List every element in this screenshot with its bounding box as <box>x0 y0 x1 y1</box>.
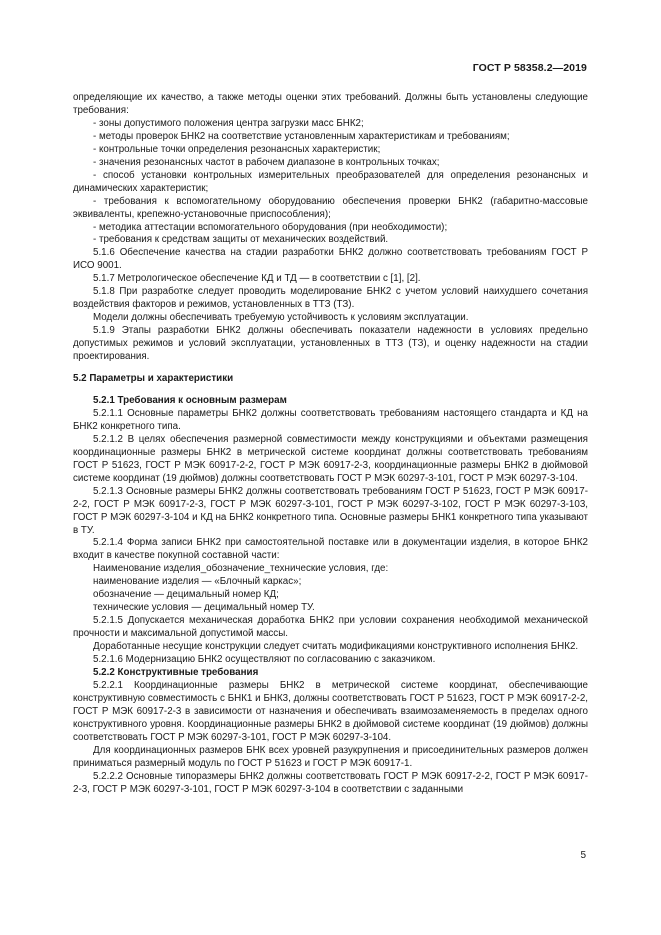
paragraph: - контрольные точки определения резонансных характеристик; <box>93 143 381 155</box>
paragraph: обозначение — децимальный номер КД; <box>93 589 279 601</box>
paragraph: 5.2 Параметры и характеристики <box>73 373 234 385</box>
paragraph: 5.2.1 Требования к основным размерам <box>93 394 287 406</box>
paragraph: - значения резонансных частот в рабочем диапазоне в контрольных точках; <box>93 156 440 168</box>
paragraph: технические условия — децимальный номер ТУ. <box>93 602 315 614</box>
paragraph: 5.2.1.6 Модернизацию БНК2 осуществляют по согласованию с заказчиком. <box>93 654 436 666</box>
paragraph: - требования к вспомогательному оборудованию обеспечения проверки БНК2 (габаритно-массовые эквиваленты, крепежно-установочные приспособления); <box>73 195 588 220</box>
paragraph: определяющие их качество, а также методы оценки этих требований. Должны быть установлены следующие требования: <box>73 92 588 116</box>
paragraph: - методика аттестации вспомогательного оборудования (при необходимости); <box>93 221 448 233</box>
paragraph: Наименование изделия_обозначение_технические условия, где: <box>93 563 389 575</box>
paragraph: Модели должны обеспечивать требуемую устойчивость к условиям эксплуатации. <box>93 312 469 324</box>
paragraph: - требования к средствам защиты от механических воздействий. <box>93 234 389 246</box>
page-number: 5 <box>580 850 586 861</box>
paragraph: 5.1.7 Метрологическое обеспечение КД и ТД — в соответствии с [1], [2]. <box>93 273 421 285</box>
paragraph: - зоны допустимого положения центра загрузки масс БНК2; <box>93 117 364 129</box>
paragraph: 5.2.2 Конструктивные требования <box>93 666 259 678</box>
paragraph: 5.2.1.1 Основные параметры БНК2 должны соответствовать требованиям настоящего стандарта и КД на БНК2 конкретного типа. <box>73 407 588 432</box>
paragraph: 5.1.9 Этапы разработки БНК2 должны обеспечивать показатели надежности в условиях предельно допустимых режимов и условий эксплуатации, установленных в ТТЗ (ТЗ), и оценку надежности на стадии проектирования. <box>73 325 588 363</box>
document-body <box>73 92 588 797</box>
paragraph: 5.2.1.4 Форма записи БНК2 при самостоятельной поставке или в документации изделия, в которое БНК2 входит в качестве покупной составной части: <box>73 537 588 562</box>
paragraph: - способ установки контрольных измерительных преобразователей для определения резонансных и динамических характеристик; <box>73 169 588 194</box>
paragraph: 5.2.2.1 Координационные размеры БНК2 в метрической системе координат, обеспечивающие конструктивную совместимость с БНК1 и БНК3, должны соответствовать ГОСТ Р 51623, ГОСТ Р МЭК 60917-2-2, ГОСТ Р МЭК 60917-2-3 в зависимости от назначения и обеспечивать взаимозаменяемость в пределах одного конструктивного уровня. Координационные размеры БНК2 в дюймовой системе координат (19 дюймов) должны соответствовать ГОСТ Р МЭК 60297-3-101, ГОСТ Р МЭК 60297-3-104. <box>73 679 588 743</box>
paragraph: Для координационных размеров БНК всех уровней разукрупнения и присоединительных размеров должен приниматься размерный модуль по ГОСТ Р 51623 и ГОСТ Р МЭК 60917-1. <box>73 744 588 769</box>
paragraph: 5.1.8 При разработке следует проводить моделирование БНК2 с учетом условий наихудшего сочетания воздействия факторов и режимов, установленных в ТТЗ (ТЗ). <box>73 286 588 311</box>
paragraph: 5.1.6 Обеспечение качества на стадии разработки БНК2 должно соответствовать требованиям ГОСТ Р ИСО 9001. <box>73 247 588 272</box>
paragraph: - методы проверок БНК2 на соответствие установленным характеристикам и требованиям; <box>93 130 510 142</box>
paragraph: 5.2.1.3 Основные размеры БНК2 должны соответствовать требованиям ГОСТ Р 51623, ГОСТ Р МЭК 60917-2-2, ГОСТ Р МЭК 60917-2-3, ГОСТ Р МЭК 60297-3-101, ГОСТ Р МЭК 60297-3-102, ГОСТ Р МЭК 60297-3-103, ГОСТ Р МЭК 60297-3-104 и КД на БНК2 конкретного типа. Основные размеры БНК1 конкретного типа указывают в ТУ. <box>73 485 588 536</box>
paragraph: Доработанные несущие конструкции следует считать модификациями конструктивного исполнения БНК2. <box>93 641 579 653</box>
paragraph: 5.2.1.5 Допускается механическая доработка БНК2 при условии сохранения необходимой механической прочности и максимальной допустимой массы. <box>73 615 588 640</box>
document-header-id: ГОСТ Р 58358.2—2019 <box>472 62 587 74</box>
paragraph: 5.2.1.2 В целях обеспечения размерной совместимости между конструкциями и объектами размещения координационные размеры БНК2 в метрической системе координат должны соответствовать требованиям ГОСТ Р 51623, ГОСТ Р МЭК 60917-2-2, ГОСТ Р МЭК 60917-2-3, координационные размеры БНК2 в дюймовой системе координат (19 дюймов) должны соответствовать ГОСТ Р МЭК 60297-3-101, ГОСТ Р МЭК 60297-3-104. <box>73 433 588 484</box>
paragraph: наименование изделия — «Блочный каркас»; <box>93 576 302 588</box>
paragraph: 5.2.2.2 Основные типоразмеры БНК2 должны соответствовать ГОСТ Р МЭК 60917-2-2, ГОСТ Р МЭК 60917-2-3, ГОСТ Р МЭК 60297-3-101, ГОСТ Р МЭК 60297-3-104 в соответствии с заданными <box>73 770 588 795</box>
